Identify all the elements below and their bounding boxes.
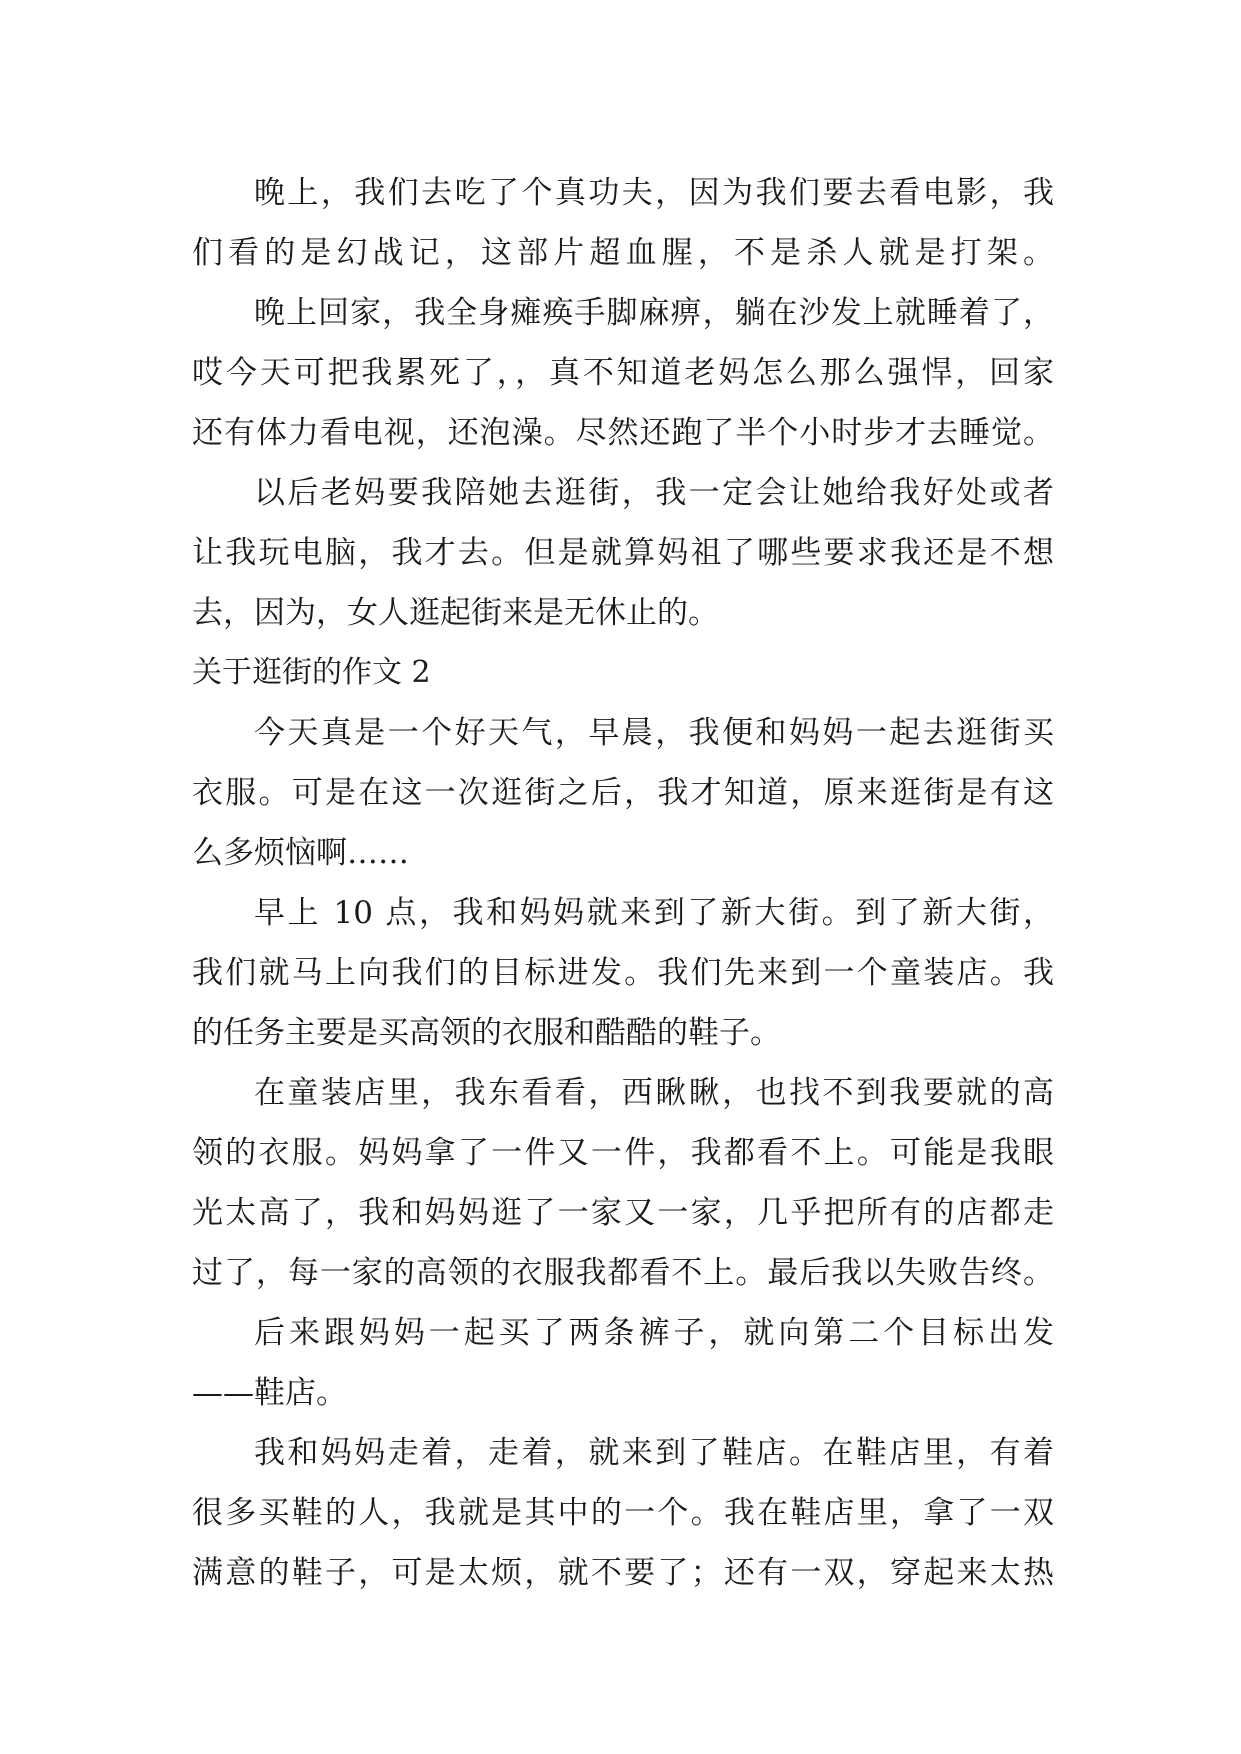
text-line: ——鞋店。 [192, 1375, 347, 1411]
text-line: 么多烦恼啊…… [192, 835, 409, 871]
text-line: 我和妈妈走着，走着，就来到了鞋店。在鞋店里，有着 [254, 1435, 1054, 1471]
document-body [192, 163, 1054, 1603]
text-line: 满意的鞋子，可是太烦，就不要了；还有一双，穿起来太热 [192, 1555, 1054, 1591]
text-line: 很多买鞋的人，我就是其中的一个。我在鞋店里，拿了一双 [192, 1495, 1054, 1531]
text-line: 还有体力看电视，还泡澡。尽然还跑了半个小时步才去睡觉。 [192, 415, 1054, 451]
text-line: 在童装店里，我东看看，西瞅瞅，也找不到我要就的高 [254, 1075, 1054, 1111]
text-line: 哎今天可把我累死了，，真不知道老妈怎么那么强悍，回家 [192, 355, 1054, 391]
text-line: 晚上，我们去吃了个真功夫，因为我们要去看电影，我 [254, 175, 1054, 211]
text-line: 以后老妈要我陪她去逛街，我一定会让她给我好处或者 [254, 475, 1054, 511]
text-line: 衣服。可是在这一次逛街之后，我才知道，原来逛街是有这 [192, 775, 1054, 811]
text-line: 早上 10 点，我和妈妈就来到了新大街。到了新大街， [254, 895, 1054, 931]
text-line: 去，因为，女人逛起街来是无休止的。 [192, 595, 719, 631]
text-line: 光太高了，我和妈妈逛了一家又一家，几乎把所有的店都走 [192, 1195, 1054, 1231]
text-line: 领的衣服。妈妈拿了一件又一件，我都看不上。可能是我眼 [192, 1135, 1054, 1171]
text-line: 我们就马上向我们的目标进发。我们先来到一个童装店。我 [192, 955, 1054, 991]
text-line: 今天真是一个好天气，早晨，我便和妈妈一起去逛街买 [254, 715, 1054, 751]
text-line: 后来跟妈妈一起买了两条裤子，就向第二个目标出发 [254, 1315, 1054, 1351]
text-line: 过了，每一家的高领的衣服我都看不上。最后我以失败告终。 [192, 1255, 1054, 1291]
text-line: 们看的是幻战记，这部片超血腥，不是杀人就是打架。 [192, 235, 1054, 271]
text-line: 的任务主要是买高领的衣服和酷酷的鞋子。 [192, 1015, 781, 1051]
text-line: 让我玩电脑，我才去。但是就算妈祖了哪些要求我还是不想 [192, 535, 1054, 571]
text-line: 晚上回家，我全身瘫痪手脚麻痹，躺在沙发上就睡着了， [254, 295, 1054, 331]
section-heading: 关于逛街的作文 2 [192, 655, 431, 690]
